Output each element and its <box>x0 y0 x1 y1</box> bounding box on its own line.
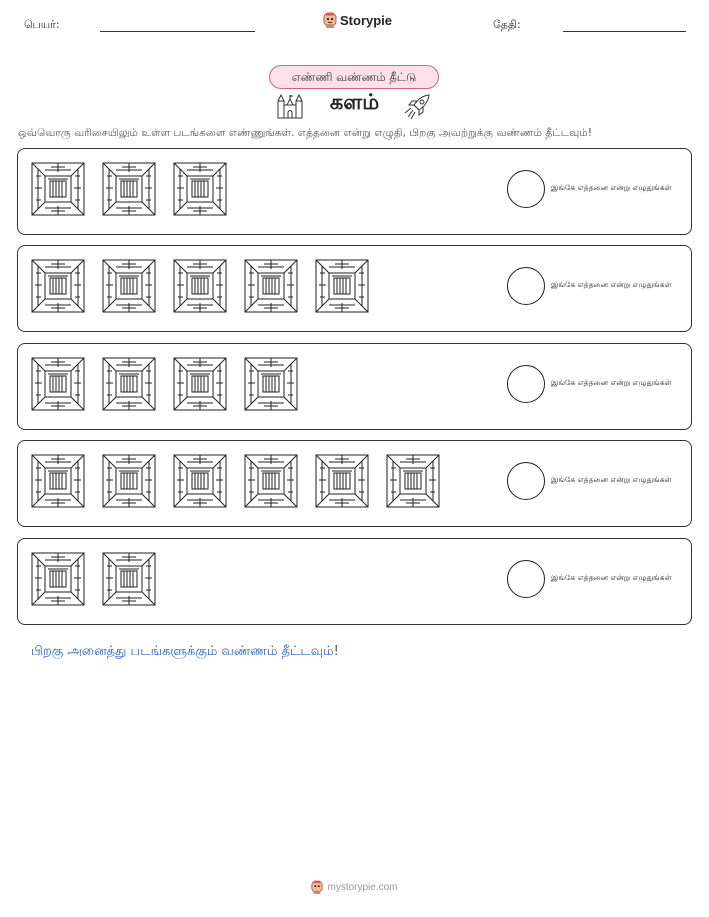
dungeon-cell-icon[interactable] <box>31 454 85 512</box>
answer-circle[interactable] <box>507 365 545 403</box>
dungeon-cell-icon[interactable] <box>315 454 369 512</box>
dungeon-cell-icon[interactable] <box>244 259 298 317</box>
dungeon-cell-icon[interactable] <box>102 162 156 220</box>
dungeon-cell-icon[interactable] <box>31 552 85 610</box>
picture-group <box>31 259 369 317</box>
answer-hint: இங்கே எத்தனை என்று எழுதுங்கள் <box>551 378 672 387</box>
dungeon-cell-icon[interactable] <box>244 454 298 512</box>
footer-url[interactable]: mystorypie.com <box>327 881 398 893</box>
dungeon-cell-icon[interactable] <box>315 259 369 317</box>
storypie-mascot-icon <box>323 12 337 28</box>
dungeon-cell-icon[interactable] <box>173 357 227 415</box>
footer <box>0 880 709 894</box>
brand-logo <box>323 12 392 28</box>
dungeon-cell-icon[interactable] <box>31 357 85 415</box>
dungeon-cell-icon[interactable] <box>244 357 298 415</box>
dungeon-cell-icon[interactable] <box>102 454 156 512</box>
picture-group <box>31 552 156 610</box>
answer-hint: இங்கே எத்தனை என்று எழுதுங்கள் <box>551 475 672 484</box>
instruction-text: ஒவ்வொரு வரிசையிலும் உள்ள படங்களை எண்ணுங்கள். எத்தனை என்று எழுதி, பிறகு அவற்றுக்கு வண்ணம் தீட்டவும்! <box>18 127 593 139</box>
counting-row <box>17 245 692 332</box>
dungeon-cell-icon[interactable] <box>386 454 440 512</box>
page-title: களம் <box>329 90 380 114</box>
dungeon-cell-icon[interactable] <box>102 357 156 415</box>
picture-group <box>31 357 298 415</box>
answer-hint: இங்கே எத்தனை என்று எழுதுங்கள் <box>551 573 672 582</box>
counting-row <box>17 343 692 430</box>
storypie-mascot-icon <box>311 880 323 894</box>
counting-row <box>17 440 692 527</box>
answer-hint: இங்கே எத்தனை என்று எழுதுங்கள் <box>551 183 672 192</box>
answer-circle[interactable] <box>507 170 545 208</box>
dungeon-cell-icon[interactable] <box>102 552 156 610</box>
name-line[interactable] <box>100 31 255 32</box>
answer-circle[interactable] <box>507 462 545 500</box>
picture-group <box>31 162 227 220</box>
dungeon-cell-icon[interactable] <box>102 259 156 317</box>
date-label: தேதி: <box>493 18 521 31</box>
counting-row <box>17 148 692 235</box>
rocket-icon <box>402 92 434 122</box>
activity-badge: எண்ணி வண்ணம் தீட்டு <box>269 65 439 89</box>
dungeon-cell-icon[interactable] <box>31 259 85 317</box>
name-label: பெயர்: <box>24 18 60 31</box>
counting-row <box>17 538 692 625</box>
brand-name: Storypie <box>340 12 393 28</box>
date-line[interactable] <box>563 31 686 32</box>
dungeon-cell-icon[interactable] <box>173 162 227 220</box>
answer-hint: இங்கே எத்தனை என்று எழுதுங்கள் <box>551 280 672 289</box>
answer-circle[interactable] <box>507 560 545 598</box>
dungeon-cell-icon[interactable] <box>31 162 85 220</box>
dungeon-cell-icon[interactable] <box>173 259 227 317</box>
closing-note: பிறகு அனைத்து படங்களுக்கும் வண்ணம் தீட்டவும்! <box>31 644 339 659</box>
dungeon-cell-icon[interactable] <box>173 454 227 512</box>
answer-circle[interactable] <box>507 267 545 305</box>
picture-group <box>31 454 440 512</box>
